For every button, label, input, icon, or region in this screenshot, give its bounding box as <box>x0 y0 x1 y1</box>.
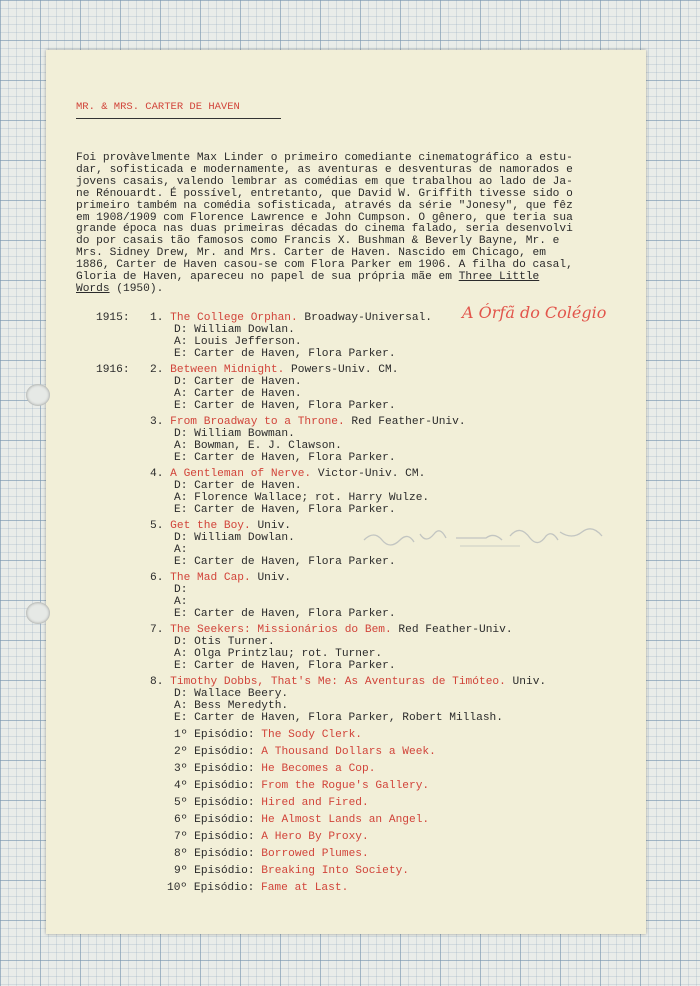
film-credit: E: Carter de Haven, Flora Parker. <box>174 452 396 464</box>
film-credit: A: Carter de Haven. <box>174 388 302 400</box>
episode-line: 10º Episódio: Fame at Last. <box>167 882 349 894</box>
film-entry: 6. The Mad Cap. Univ. <box>150 572 292 584</box>
film-entry: 3. From Broadway to a Throne. Red Feather-Univ. <box>150 416 466 428</box>
intro-paragraph: Foi provàvelmente Max Linder o primeiro comediante cinematográfico a estu- dar, sofisticada e modernamente, as aventuras e desventuras de namorados e jovens casais, valendo lembrar as comédias em que trabalhou ao lado de Ja- ne Rénouardt. É possível, entretanto, que David W. Griffith tivesse sido o primeiro também na comédia sofisticada, através da série "Jonesy", que fêz em 1908/1909 com Florence Lawrence e John Cumpson. O gênero, que teria sua grande época nas duas primeiras décadas do cinema falado, seria desenvolvi do por casais tão famosos como Francis X. Bushman & Beverly Bayne, Mr. e Mrs. Sidney Drew, Mr. and Mrs. Carter de Haven. Nascido em Chicago, em 1886, Carter de Haven casou-se com Flora Parker em 1906. A filha do casal, Gloria de Haven, apareceu no papel de sua própria mãe em Three Little Words (1950). <box>76 152 573 295</box>
film-credit: A: Bess Meredyth. <box>174 700 289 712</box>
episode-line: 7º Episódio: A Hero By Proxy. <box>174 831 369 843</box>
film-credit: E: Carter de Haven, Flora Parker. <box>174 348 396 360</box>
film-credit: E: Carter de Haven, Flora Parker, Robert Millash. <box>174 712 503 724</box>
film-credit: A: Bowman, E. J. Clawson. <box>174 440 342 452</box>
film-credit: E: Carter de Haven, Flora Parker. <box>174 660 396 672</box>
episode-line: 4º Episódio: From the Rogue's Gallery. <box>174 780 430 792</box>
film-credit: D: William Dowlan. <box>174 324 295 336</box>
punch-hole <box>26 384 50 406</box>
film-entry: 4. A Gentleman of Nerve. Victor-Univ. CM. <box>150 468 426 480</box>
film-entry: 1. The College Orphan. Broadway-Universal. <box>150 312 432 324</box>
episode-line: 3º Episódio: He Becomes a Cop. <box>174 763 376 775</box>
film-title: The Mad Cap. <box>170 572 251 584</box>
film-credit: D: William Bowman. <box>174 428 295 440</box>
bleed-through-mark <box>360 522 620 552</box>
film-title: Between Midnight. <box>170 364 285 376</box>
punch-hole <box>26 602 50 624</box>
episode-title: From the Rogue's Gallery. <box>261 780 430 792</box>
episode-title: Fame at Last. <box>261 882 349 894</box>
film-credit: E: Carter de Haven, Flora Parker. <box>174 608 396 620</box>
film-entry: 7. The Seekers: Missionários do Bem. Red Feather-Univ. <box>150 624 513 636</box>
film-entry: 5. Get the Boy. Univ. <box>150 520 292 532</box>
episode-title: Hired and Fired. <box>261 797 369 809</box>
year-label: 1915: <box>96 312 130 324</box>
episode-title: A Hero By Proxy. <box>261 831 369 843</box>
film-title: The College Orphan. <box>170 312 298 324</box>
film-title: Timothy Dobbs, That's Me: As Aventuras de Timóteo. <box>170 676 506 688</box>
episode-title: A Thousand Dollars a Week. <box>261 746 436 758</box>
film-title: A Gentleman of Nerve. <box>170 468 312 480</box>
title-underline <box>76 118 281 119</box>
film-credit: D: William Dowlan. <box>174 532 295 544</box>
episode-title: Borrowed Plumes. <box>261 848 369 860</box>
film-credit: A: Louis Jefferson. <box>174 336 302 348</box>
episode-title: The Sody Clerk. <box>261 729 363 741</box>
film-credit: D: Otis Turner. <box>174 636 275 648</box>
episode-title: He Becomes a Cop. <box>261 763 376 775</box>
episode-line: 5º Episódio: Hired and Fired. <box>174 797 369 809</box>
film-entry: 8. Timothy Dobbs, That's Me: As Aventuras de Timóteo. Univ. <box>150 676 547 688</box>
episode-title: Breaking Into Society. <box>261 865 409 877</box>
film-title: The Seekers: Missionários do Bem. <box>170 624 392 636</box>
episode-line: 8º Episódio: Borrowed Plumes. <box>174 848 369 860</box>
film-credit: A: Florence Wallace; rot. Harry Wulze. <box>174 492 430 504</box>
film-credit: A: Olga Printzlau; rot. Turner. <box>174 648 383 660</box>
handwritten-note: A Órfã do Colégio <box>462 303 607 322</box>
year-label: 1916: <box>96 364 130 376</box>
film-credit: E: Carter de Haven, Flora Parker. <box>174 400 396 412</box>
film-credit: D: Carter de Haven. <box>174 376 302 388</box>
film-title: Get the Boy. <box>170 520 251 532</box>
film-credit: E: Carter de Haven, Flora Parker. <box>174 504 396 516</box>
film-credit: D: Wallace Beery. <box>174 688 289 700</box>
film-title: From Broadway to a Throne. <box>170 416 345 428</box>
film-credit: D: <box>174 584 188 596</box>
episode-line: 1º Episódio: The Sody Clerk. <box>174 729 363 741</box>
episode-title: He Almost Lands an Angel. <box>261 814 430 826</box>
film-credit: A: <box>174 544 188 556</box>
episode-line: 9º Episódio: Breaking Into Society. <box>174 865 409 877</box>
film-entry: 2. Between Midnight. Powers-Univ. CM. <box>150 364 399 376</box>
film-credit: D: Carter de Haven. <box>174 480 302 492</box>
film-credit: E: Carter de Haven, Flora Parker. <box>174 556 396 568</box>
episode-line: 2º Episódio: A Thousand Dollars a Week. <box>174 746 436 758</box>
episode-line: 6º Episódio: He Almost Lands an Angel. <box>174 814 430 826</box>
film-credit: A: <box>174 596 188 608</box>
document-title: MR. & MRS. CARTER DE HAVEN <box>76 101 240 113</box>
